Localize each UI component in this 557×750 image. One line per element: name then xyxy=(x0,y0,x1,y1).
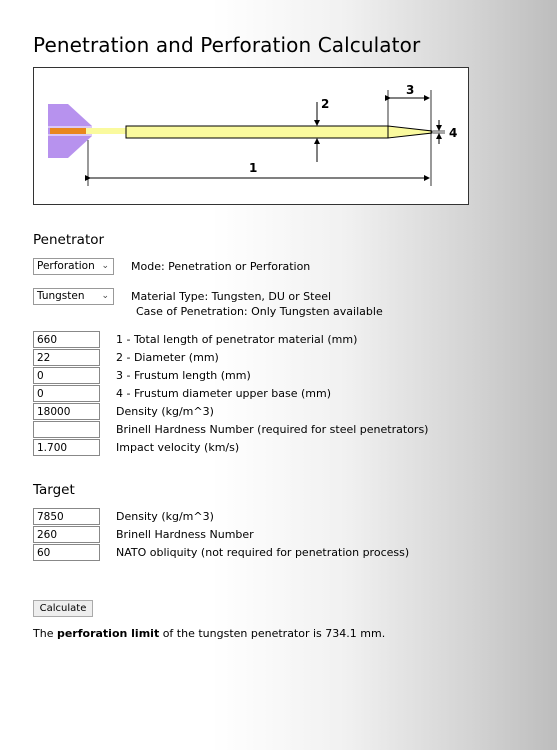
result-prefix: The xyxy=(33,627,57,640)
target-hardness-label: Brinell Hardness Number xyxy=(116,528,254,541)
frustum-diameter-label: 4 - Frustum diameter upper base (mm) xyxy=(116,387,332,400)
penetrator-diagram xyxy=(33,67,469,205)
page-title: Penetration and Perforation Calculator xyxy=(33,33,421,57)
rod-body xyxy=(126,126,388,138)
length-input[interactable] xyxy=(33,331,100,348)
frustum-diameter-input[interactable] xyxy=(33,385,100,402)
material-label: Material Type: Tungsten, DU or Steel xyxy=(131,290,332,303)
target-heading: Target xyxy=(33,482,75,498)
penetrator-hardness-input[interactable] xyxy=(33,421,100,438)
mode-select[interactable] xyxy=(33,258,114,275)
mode-label: Mode: Penetration or Perforation xyxy=(131,260,311,273)
result-text xyxy=(33,627,385,640)
penetrator-heading: Penetrator xyxy=(33,232,105,248)
penetrator-density-label: Density (kg/m^3) xyxy=(116,405,214,418)
dimension-label-1: 1 xyxy=(249,161,258,175)
target-density-input[interactable] xyxy=(33,508,100,525)
material-note: Case of Penetration: Only Tungsten available xyxy=(136,305,383,318)
dimension-label-3: 3 xyxy=(406,83,415,97)
frustum-length-label: 3 - Frustum length (mm) xyxy=(116,369,251,382)
penetrator-density-input[interactable] xyxy=(33,403,100,420)
core-shape xyxy=(50,128,86,134)
penetrator-hardness-label: Brinell Hardness Number (required for steel penetrators) xyxy=(116,423,429,436)
impact-velocity-label: Impact velocity (km/s) xyxy=(116,441,240,454)
penetrator-diagram-svg xyxy=(34,68,468,204)
chevron-down-icon: ⌄ xyxy=(101,261,109,271)
result-emphasis: perforation limit xyxy=(56,627,160,640)
dimension-label-4: 4 xyxy=(449,126,458,140)
nato-obliquity-label: NATO obliquity (not required for penetration process) xyxy=(116,546,410,559)
result-suffix: of the tungsten penetrator is 734.1 mm. xyxy=(159,627,386,640)
nato-obliquity-input[interactable] xyxy=(33,544,100,561)
diameter-label: 2 - Diameter (mm) xyxy=(116,351,219,364)
target-density-label: Density (kg/m^3) xyxy=(116,510,214,523)
chevron-down-icon: ⌄ xyxy=(101,291,109,301)
dimension-label-2: 2 xyxy=(321,97,330,111)
length-label: 1 - Total length of penetrator material (mm) xyxy=(116,333,358,346)
material-select-value: Tungsten xyxy=(37,290,85,302)
rod-tip xyxy=(388,126,432,138)
impact-velocity-input[interactable] xyxy=(33,439,100,456)
material-select[interactable] xyxy=(33,288,114,305)
calculate-button[interactable]: Calculate xyxy=(33,600,93,617)
frustum-length-input[interactable] xyxy=(33,367,100,384)
target-hardness-input[interactable] xyxy=(33,526,100,543)
diameter-input[interactable] xyxy=(33,349,100,366)
mode-select-value: Perforation xyxy=(37,260,95,272)
